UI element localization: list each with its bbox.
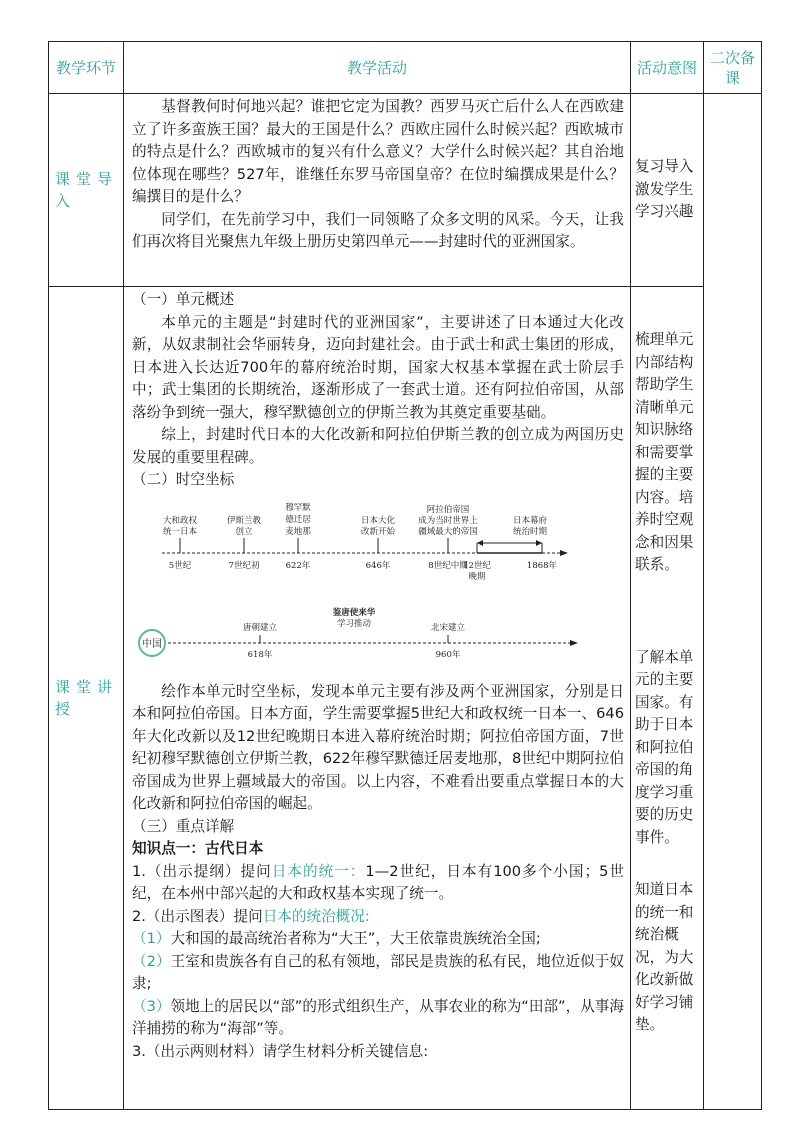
header-activity: 教学活动	[124, 42, 631, 94]
tl1-tick-5-line2: 晚期	[468, 571, 486, 582]
intro-paragraph-2: 同学们，在先前学习中，我们一同领略了众多文明的风采。今天，让我们再次将目光聚焦九年级上册历史第四单元——封建时代的亚洲国家。	[132, 210, 624, 250]
overview-paragraph-1: 本单元的主题是“封建时代的亚洲国家”，主要讲述了日本通过大化改新，从奴隶制社会华丽转身，迈向封建社会。由于武士和武士集团的形成，日本进入长达近700年的幕府统治时期，国家大权基本掌握在武士阶层手中；武士集团的长期统治，逐渐形成了一套武士道。还有阿拉伯帝国，从部落纷争到统一强大，穆罕默德创立的伊斯兰教为其奠定重要基础。	[132, 313, 624, 421]
sub-item-3	[132, 996, 624, 1041]
item-1	[132, 861, 624, 906]
sub-item-1-text: 大和国的最高统治者称为“大王”，大王依靠贵族统治全国;	[170, 930, 541, 947]
tl1-tick-5-line1: 12世纪	[463, 560, 491, 571]
item-1-prefix: 1.（出示提纲）提问	[132, 862, 272, 880]
sub-item-3-number: （3）	[132, 997, 171, 1015]
knowledge-point-1-title: 知识点一：古代日本	[132, 840, 264, 857]
section-intro-label: 课堂导入	[49, 94, 124, 287]
sub-item-2	[132, 951, 624, 996]
tl1-event-2-line1: 穆罕默	[285, 502, 311, 513]
tl1-tick-0: 5世纪	[168, 560, 192, 571]
tl1-tick-1: 7世纪初	[228, 560, 260, 571]
tl1-event-2-line2: 德迁居	[285, 514, 311, 525]
tl1-tick-6: 1868年	[526, 560, 558, 571]
tl1-event-4-line3: 疆域最大的帝国	[418, 526, 478, 537]
overview-paragraph-2: 综上，封建时代日本的大化改新和阿拉伯伊斯兰教的创立成为两国历史发展的重要里程碑。	[132, 426, 624, 466]
item-2-prefix: 2.（出示图表）提问	[132, 907, 263, 925]
sub-item-3-text: 领地上的居民以“部”的形式组织生产，从事农业的称为“田部”，从事海洋捕捞的称为“海部”等。	[132, 997, 624, 1037]
intro-intent-text: 复习导入激发学生学习兴趣	[635, 158, 694, 221]
tl1-event-2-line3: 麦地那	[285, 526, 311, 537]
sub-item-1-number: （1）	[132, 930, 171, 947]
lecture-intent	[631, 287, 704, 1110]
sub-item-2-text: 王室和贵族各有自己的私有领地，部民是贵族的私有民，地位近似于奴隶;	[132, 952, 624, 992]
header-stage: 教学环节	[49, 42, 124, 94]
tl2-tick-0: 618年	[247, 649, 273, 660]
intro-intent	[631, 94, 704, 287]
tl1-event-3-line1: 日本大化	[360, 515, 396, 526]
tl1-event-4-line1: 阿拉伯帝国	[426, 504, 470, 515]
tl1-event-3-line2: 改新开始	[360, 526, 396, 537]
tl2-badge: 中国	[142, 638, 162, 650]
tl2-event-1-line2: 学习推动	[336, 618, 372, 629]
timeline-heading: （二）时空坐标	[132, 471, 235, 488]
lecture-activity	[124, 287, 631, 1110]
lecture-intent-1: 梳理单元内部结构帮助学生清晰单元知识脉络和需要掌握的主要内容。培养时空观念和因果联系。	[635, 331, 694, 573]
tl1-event-0-line2: 统一日本	[162, 526, 198, 537]
tl1-event-4-line2: 成为当时世界上	[418, 515, 478, 526]
tl2-event-0: 唐朝建立	[242, 622, 278, 633]
tl1-tick-2: 622年	[285, 560, 311, 571]
tl2-event-1-line1: 鉴唐使来华	[332, 607, 376, 618]
overview-heading: （一）单元概述	[132, 291, 235, 308]
tl1-tick-3: 646年	[365, 560, 391, 571]
item-1-text: 1—2世纪，日本有100多个小国；5世纪，在本州中部兴起的大和政权基本实现了统一。	[132, 862, 624, 902]
timeline-analysis-paragraph: 绘作本单元时空坐标，发现本单元主要有涉及两个亚洲国家，分别是日本和阿拉伯帝国。日本方面，学生需要掌握5世纪大和政权统一日本一、646年大化改新以及12世纪晚期日本进入幕府统治时期；阿拉伯帝国方面，7世纪初穆罕默德创立伊斯兰教，622年穆罕默德迁居麦地那，8世纪中期阿拉伯帝国成为世界上疆域最大的帝国。以上内容，不难看出要重点掌握日本的大化改新和阿拉伯帝国的崛起。	[132, 682, 624, 812]
keypoints-heading: （三）重点详解	[132, 817, 235, 835]
lecture-intent-2: 了解本单元的主要国家。有助于日本和阿拉伯帝国的角度学习重要的历史事件。	[635, 648, 694, 846]
item-2-topic: 日本的统治概况:	[262, 907, 370, 925]
tl2-tick-1: 960年	[435, 649, 461, 660]
revision-column	[704, 94, 762, 1110]
lecture-intent-3: 知道日本的统一和统治概况，为大化改新做好学习铺垫。	[635, 881, 694, 1033]
header-intent: 活动意图	[631, 42, 704, 94]
lesson-plan-table	[48, 41, 762, 1110]
header-revision: 二次备课	[704, 42, 762, 94]
intro-activity	[124, 94, 631, 287]
timeline-japan-arabia	[132, 498, 622, 583]
tl2-event-2: 北宋建立	[430, 622, 466, 633]
tl1-tick-4: 8世纪中期	[428, 560, 468, 571]
tl1-event-5-line1: 日本幕府	[512, 515, 548, 526]
sub-item-1	[132, 928, 624, 951]
timeline-china	[132, 605, 622, 675]
item-3: 3.（出示两则材料）请学生材料分析关键信息:	[132, 1042, 429, 1060]
item-1-topic: 日本的统一：	[271, 862, 366, 880]
tl1-event-5-line2: 统治时期	[512, 526, 548, 537]
sub-item-2-number: （2）	[132, 952, 171, 970]
intro-paragraph-1: 基督教何时何地兴起？谁把它定为国教？西罗马灭亡后什么人在西欧建立了许多蛮族王国？最大的王国是什么？西欧庄园什么时候兴起？西欧城市的特点是什么？西欧城市的复兴有什么意义？大学什么时候兴起？其自治地位体现在哪些？527年，谁继任东罗马帝国皇帝？在位时编撰成果是什么？编撰目的是什么？	[132, 98, 624, 205]
item-2	[132, 906, 624, 929]
tl1-event-1-line1: 伊斯兰教	[226, 515, 262, 526]
section-lecture-label: 课堂讲授	[49, 287, 124, 1110]
tl1-event-0-line1: 大和政权	[162, 515, 198, 526]
tl1-event-1-line2: 创立	[235, 526, 253, 537]
lesson-plan-page	[48, 41, 761, 1109]
